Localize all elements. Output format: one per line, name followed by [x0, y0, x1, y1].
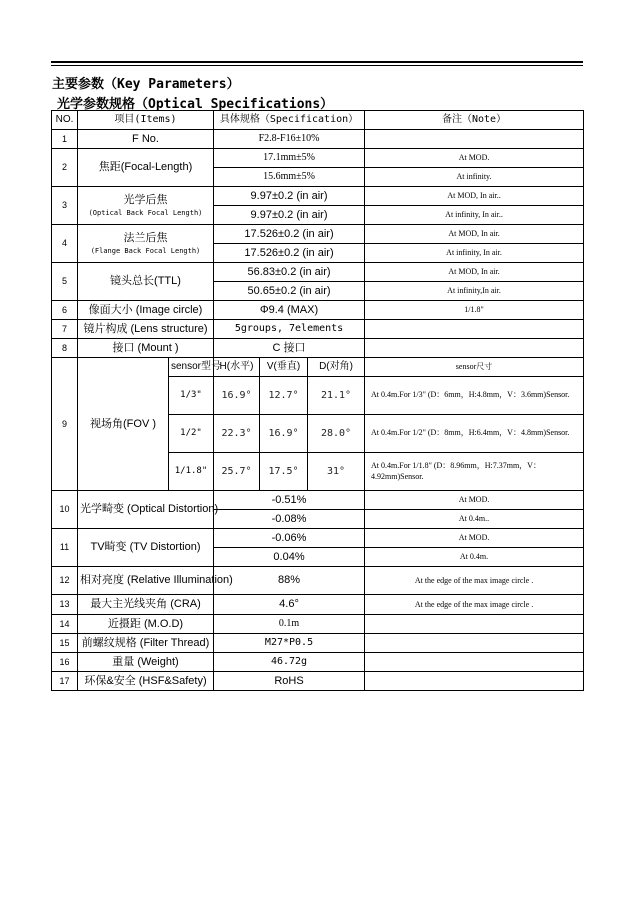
row-spec: 17.1mm±5%	[214, 149, 365, 168]
row-note	[365, 130, 584, 149]
row-spec: C 接口	[214, 339, 365, 358]
header-spec: 具体规格（Specification）	[214, 111, 365, 130]
table-row	[52, 187, 584, 206]
table-row	[52, 225, 584, 244]
row-number: 17	[52, 672, 78, 691]
fov-col-h: H(水平)	[214, 358, 260, 377]
row-spec: Φ9.4 (MAX)	[214, 301, 365, 320]
row-number: 14	[52, 615, 78, 634]
row-note	[365, 634, 584, 653]
fov-col-note: sensor尺寸	[365, 358, 584, 377]
row-item: F No.	[78, 130, 214, 149]
row-item-label: 光学后焦	[123, 194, 168, 207]
row-number: 2	[52, 149, 78, 187]
fov-d: 21.1°	[308, 377, 365, 415]
fov-d: 28.0°	[308, 415, 365, 453]
row-note	[365, 615, 584, 634]
row-item: 重量 (Weight)	[78, 653, 214, 672]
fov-note: At 0.4m.For 1/1.8" (D：8.96mm，H:7.37mm，V：4.92mm)Sensor.	[365, 453, 584, 491]
fov-note: At 0.4m.For 1/3" (D：6mm，H:4.8mm，V：3.6mm)Sensor.	[365, 377, 584, 415]
table-header	[52, 111, 584, 130]
row-item: 接口 (Mount )	[78, 339, 214, 358]
row-note: At the edge of the max image circle .	[365, 567, 584, 595]
table-row	[52, 320, 584, 339]
fov-h: 16.9°	[214, 377, 260, 415]
top-rule-thick	[51, 61, 583, 63]
fov-col-d: D(对角)	[308, 358, 365, 377]
row-number: 7	[52, 320, 78, 339]
row-spec: F2.8-F16±10%	[214, 130, 365, 149]
row-note: At infinity.	[365, 168, 584, 187]
row-spec: M27*P0.5	[214, 634, 365, 653]
row-note: At MOD.	[365, 529, 584, 548]
fov-header-row	[52, 358, 584, 377]
row-note	[365, 339, 584, 358]
fov-v: 12.7°	[260, 377, 308, 415]
row-item-sublabel: (Flange Back Focal Length)	[90, 246, 201, 255]
row-spec: 56.83±0.2 (in air)	[214, 263, 365, 282]
row-spec: 0.04%	[214, 548, 365, 567]
row-spec: 4.6°	[214, 595, 365, 615]
row-item: 镜头总长(TTL)	[78, 263, 214, 301]
row-spec: 9.97±0.2 (in air)	[214, 187, 365, 206]
row-spec: 17.526±0.2 (in air)	[214, 244, 365, 263]
row-item	[78, 225, 214, 263]
table-row	[52, 491, 584, 510]
fov-d: 31°	[308, 453, 365, 491]
row-number: 9	[52, 358, 78, 491]
row-spec: 88%	[214, 567, 365, 595]
fov-sensor: 1/2"	[169, 415, 214, 453]
row-spec: -0.08%	[214, 510, 365, 529]
row-note: At MOD.	[365, 491, 584, 510]
row-spec: 15.6mm±5%	[214, 168, 365, 187]
row-spec: RoHS	[214, 672, 365, 691]
row-note: At MOD.	[365, 149, 584, 168]
row-note: At MOD, In air.	[365, 263, 584, 282]
subsection-title: 光学参数规格（Optical Specifications）	[57, 97, 334, 112]
fov-sensor: 1/3"	[169, 377, 214, 415]
row-spec: -0.51%	[214, 491, 365, 510]
table-row	[52, 595, 584, 615]
row-item: 光学畸变 (Optical Distortion)	[78, 491, 214, 529]
row-item: 相对亮度 (Relative Illumination)	[78, 567, 214, 595]
row-item	[78, 187, 214, 225]
row-note: At MOD, In air..	[365, 187, 584, 206]
row-note: At 0.4m.	[365, 548, 584, 567]
table-row	[52, 263, 584, 282]
row-note	[365, 320, 584, 339]
row-item: 像面大小 (Image circle)	[78, 301, 214, 320]
row-item: 环保&安全 (HSF&Safety)	[78, 672, 214, 691]
header-no: NO.	[52, 111, 78, 130]
row-number: 8	[52, 339, 78, 358]
header-items: 项目(Items)	[78, 111, 214, 130]
row-note: 1/1.8"	[365, 301, 584, 320]
row-item: 前螺纹规格 (Filter Thread)	[78, 634, 214, 653]
table-row	[52, 529, 584, 548]
row-number: 6	[52, 301, 78, 320]
table-row	[52, 672, 584, 691]
table-row	[52, 653, 584, 672]
row-spec: 46.72g	[214, 653, 365, 672]
row-item: 焦距(Focal-Length)	[78, 149, 214, 187]
fov-h: 22.3°	[214, 415, 260, 453]
row-item: 镜片构成 (Lens structure)	[78, 320, 214, 339]
row-number: 13	[52, 595, 78, 615]
row-number: 1	[52, 130, 78, 149]
row-item-sublabel: (Optical Back Focal Length)	[88, 208, 203, 217]
row-spec: 9.97±0.2 (in air)	[214, 206, 365, 225]
section-title: 主要参数（Key Parameters）	[52, 77, 240, 92]
row-number: 5	[52, 263, 78, 301]
row-spec: -0.06%	[214, 529, 365, 548]
row-number: 4	[52, 225, 78, 263]
row-item: 最大主光线夹角 (CRA)	[78, 595, 214, 615]
row-item: TV畸变 (TV Distortion)	[78, 529, 214, 567]
row-spec: 17.526±0.2 (in air)	[214, 225, 365, 244]
table-row	[52, 149, 584, 168]
row-note: At the edge of the max image circle .	[365, 595, 584, 615]
table-row	[52, 301, 584, 320]
row-spec: 0.1m	[214, 615, 365, 634]
row-note: At MOD, In air.	[365, 225, 584, 244]
row-item-label: 法兰后焦	[123, 232, 168, 245]
top-rule-thin	[51, 65, 583, 66]
fov-note: At 0.4m.For 1/2" (D：8mm，H:6.4mm，V：4.8mm)Sensor.	[365, 415, 584, 453]
row-number: 3	[52, 187, 78, 225]
table-row	[52, 615, 584, 634]
row-item: 近摄距 (M.O.D)	[78, 615, 214, 634]
spec-table	[51, 110, 584, 691]
row-note: At 0.4m..	[365, 510, 584, 529]
fov-col-v: V(垂直)	[260, 358, 308, 377]
fov-v: 17.5°	[260, 453, 308, 491]
row-number: 11	[52, 529, 78, 567]
table-row	[52, 634, 584, 653]
row-item: 视场角(FOV )	[78, 358, 169, 491]
row-number: 16	[52, 653, 78, 672]
fov-h: 25.7°	[214, 453, 260, 491]
row-spec: 5groups, 7elements	[214, 320, 365, 339]
table-row	[52, 339, 584, 358]
row-spec: 50.65±0.2 (in air)	[214, 282, 365, 301]
row-note: At infinity, In air.	[365, 244, 584, 263]
row-number: 10	[52, 491, 78, 529]
table-row	[52, 567, 584, 595]
row-note	[365, 672, 584, 691]
row-note: At infinity, In air..	[365, 206, 584, 225]
row-number: 15	[52, 634, 78, 653]
row-note: At infinity,In air.	[365, 282, 584, 301]
row-note	[365, 653, 584, 672]
fov-v: 16.9°	[260, 415, 308, 453]
table-row	[52, 130, 584, 149]
fov-sensor: 1/1.8"	[169, 453, 214, 491]
header-note: 备注（Note）	[365, 111, 584, 130]
row-number: 12	[52, 567, 78, 595]
fov-col-sensor: sensor型号	[169, 358, 214, 377]
